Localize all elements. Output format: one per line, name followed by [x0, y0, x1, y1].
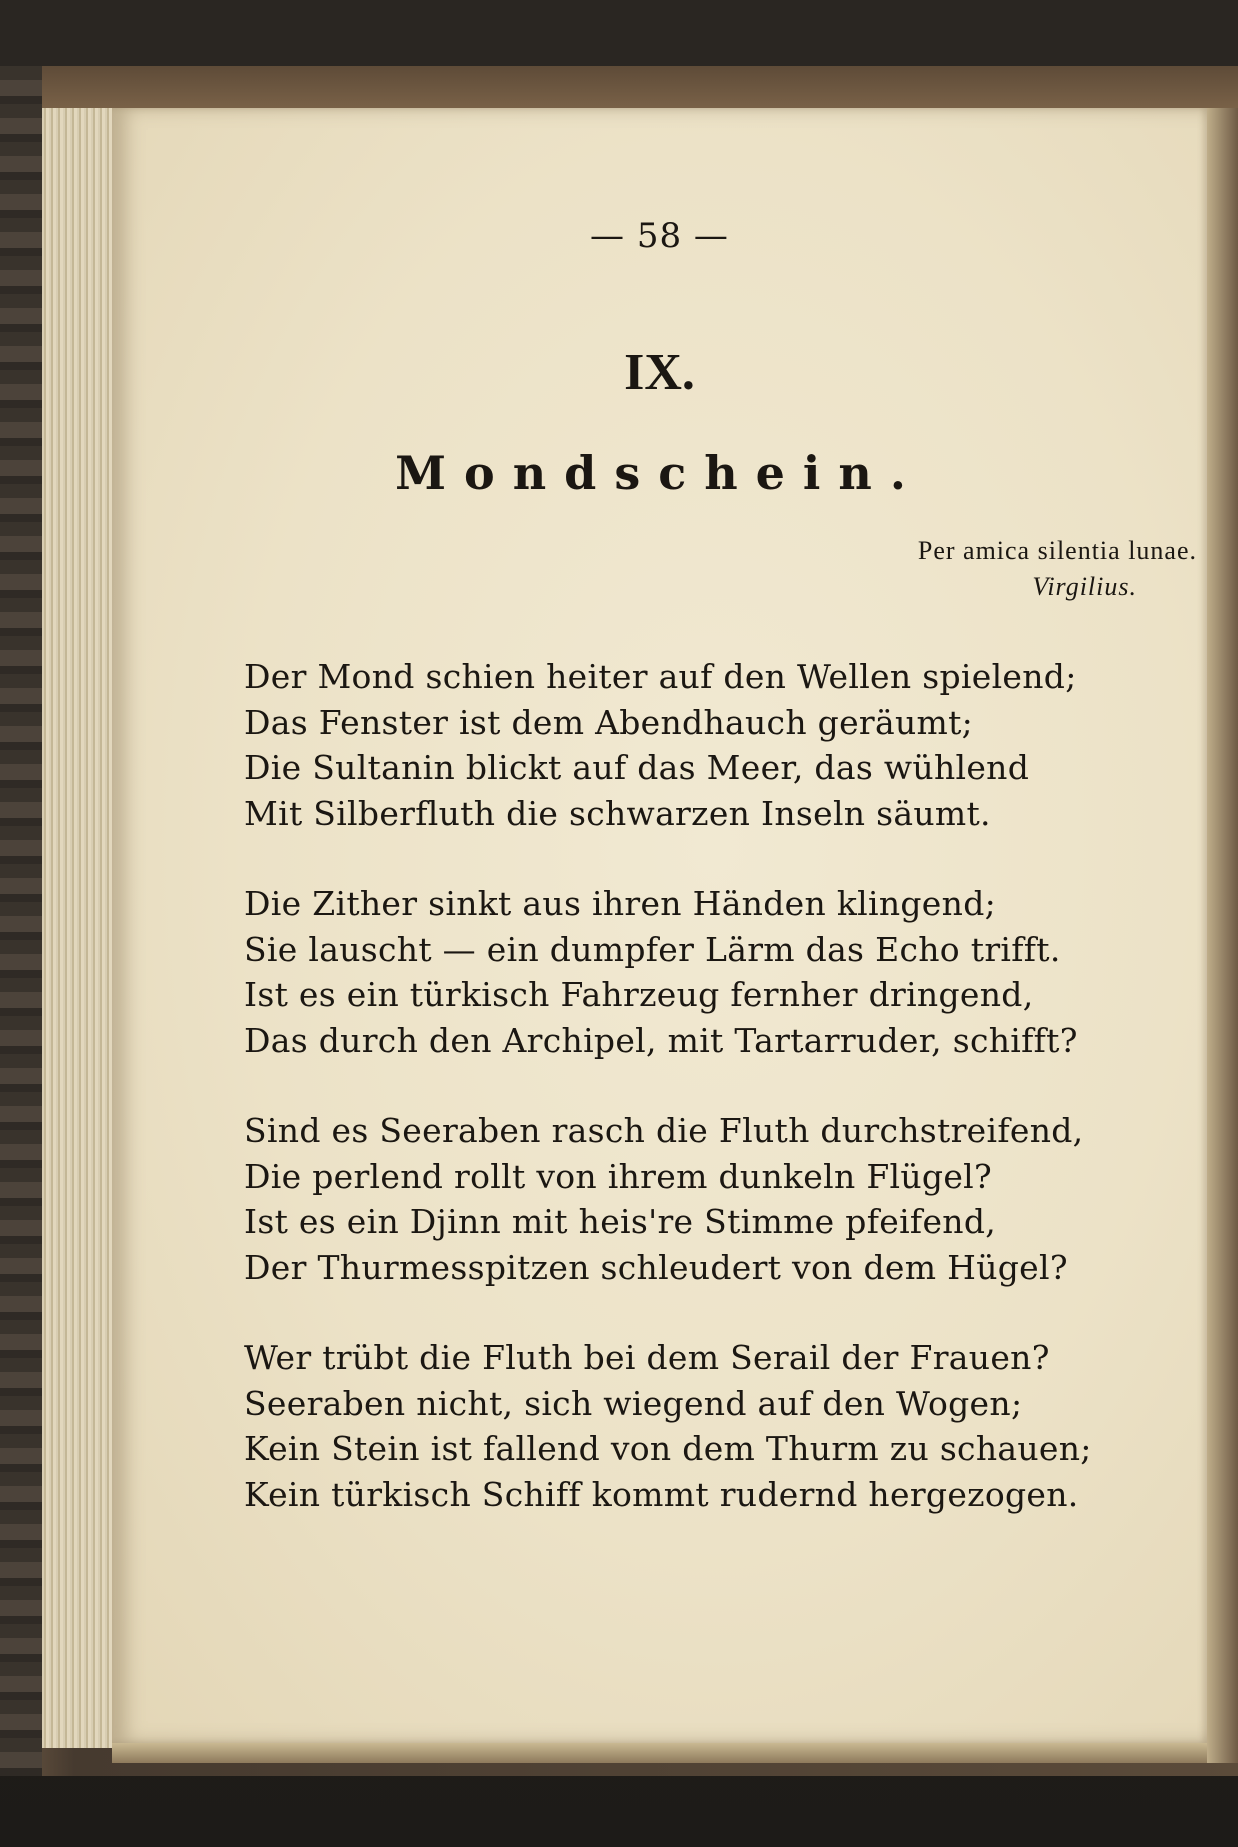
- poem-body: [244, 654, 1164, 1517]
- poem-line: Das durch den Archipel, mit Tartarruder, schifft?: [244, 1020, 1078, 1060]
- page-stack-edges: [42, 108, 122, 1748]
- poem-line: Die Sultanin blickt auf das Meer, das wühlend: [244, 748, 1030, 787]
- poem-line: Seeraben nicht, sich wiegend auf den Wogen;: [244, 1383, 1023, 1423]
- poem-title: Mondschein.: [395, 446, 924, 500]
- poem-line: Das Fenster ist dem Abendhauch geräumt;: [244, 702, 974, 742]
- poem-line: Ist es ein Djinn mit heis're Stimme pfeifend,: [244, 1202, 997, 1241]
- book-page: [112, 108, 1207, 1743]
- poem-line: Kein türkisch Schiff kommt rudernd hergezogen.: [244, 1474, 1079, 1514]
- spine-edge: [0, 66, 42, 1776]
- bottom-page-edge: [112, 1743, 1207, 1763]
- poem-line: Sie lauscht — ein dumpfer Lärm das Echo trifft.: [244, 929, 1061, 969]
- poem-line: Ist es ein türkisch Fahrzeug fernher dringend,: [244, 975, 1034, 1014]
- poem-line: Mit Silberfluth die schwarzen Inseln säumt.: [244, 793, 991, 833]
- poem-line: Sind es Seeraben rasch die Fluth durchstreifend,: [244, 1111, 1084, 1150]
- epigraph-author: Virgilius.: [1032, 572, 1137, 601]
- stanza: [244, 654, 1164, 836]
- chapter-number: IX.: [624, 344, 695, 401]
- poem-line: Der Thurmesspitzen schleudert von dem Hügel?: [244, 1247, 1068, 1287]
- poem-line: Die Zither sinkt aus ihren Händen klingend;: [244, 884, 997, 923]
- stanza: [244, 1108, 1164, 1290]
- poem-line: Der Mond schien heiter auf den Wellen spielend;: [244, 657, 1077, 696]
- poem-line: Wer trübt die Fluth bei dem Serail der Frauen?: [244, 1338, 1050, 1377]
- right-cover-edge: [1207, 108, 1238, 1763]
- page-number: — 58 —: [590, 216, 729, 256]
- stanza: [244, 881, 1164, 1063]
- poem-line: Kein Stein ist fallend von dem Thurm zu schauen;: [244, 1429, 1092, 1468]
- epigraph-quote: Per amica silentia lunae.: [917, 536, 1197, 565]
- stanza: [244, 1335, 1164, 1517]
- epigraph: [647, 536, 1207, 602]
- cover-top-edge: [0, 66, 1238, 110]
- poem-line: Die perlend rollt von ihrem dunkeln Flügel?: [244, 1156, 993, 1196]
